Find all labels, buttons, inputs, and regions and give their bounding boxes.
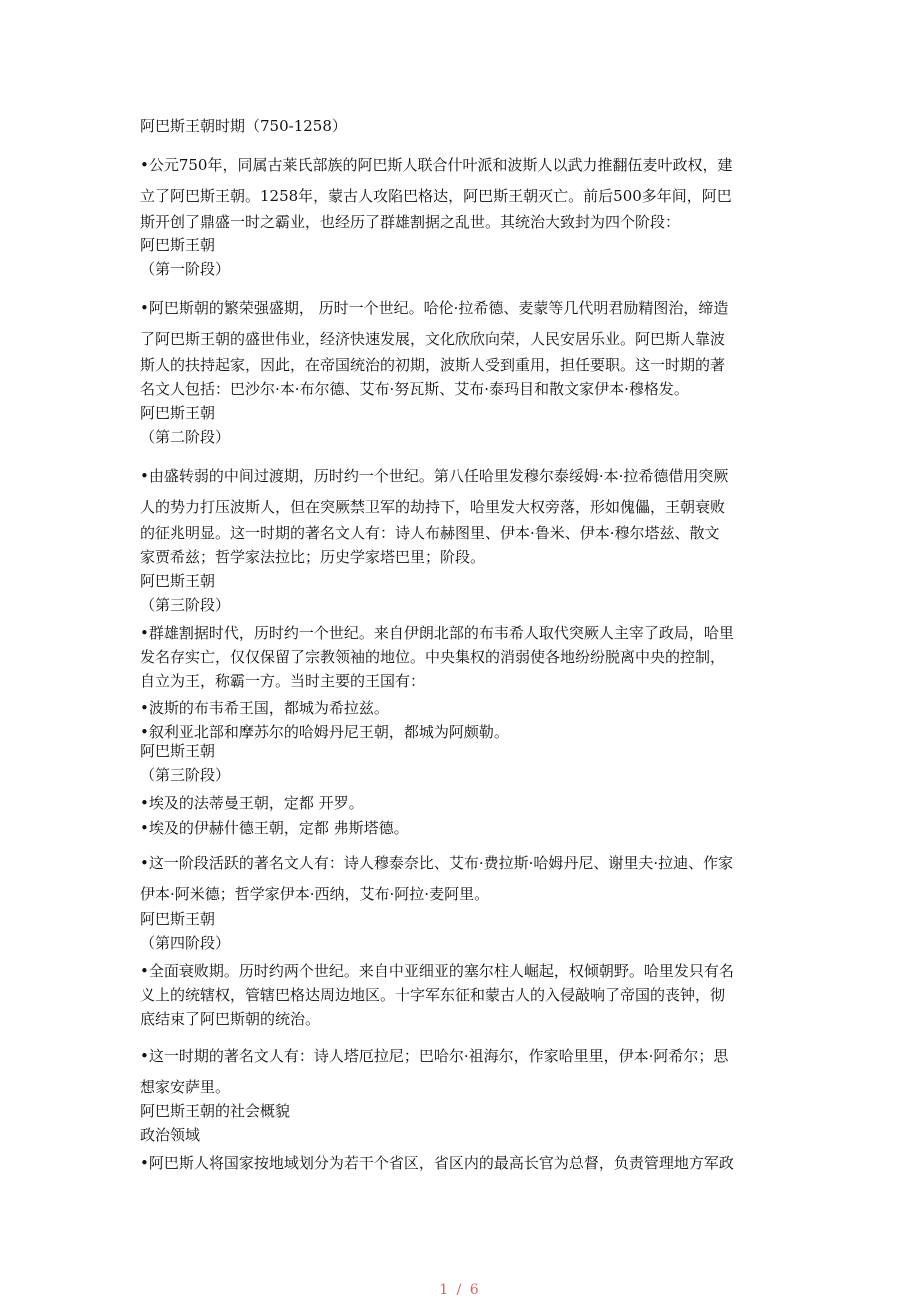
stage4-writers-line-1: •这一时期的著名文人有：诗人塔厄拉尼；巴哈尔·祖海尔，作家哈里里，伊本·阿希尔；思 bbox=[140, 1047, 729, 1065]
stage3-line-1: •群雄割据时代，历时约一个世纪。来自伊朗北部的布韦希人取代突厥人主宰了政局，哈里 bbox=[140, 624, 734, 642]
stage3b-label: （第三阶段） bbox=[140, 766, 231, 784]
kingdom-item: •波斯的布韦希王国，都城为希拉兹。 bbox=[140, 699, 389, 717]
stage4-label: （第四阶段） bbox=[140, 934, 231, 952]
stage3b-heading: 阿巴斯王朝 bbox=[140, 742, 216, 760]
society-heading: 阿巴斯王朝的社会概貌 bbox=[140, 1102, 291, 1120]
stage3-heading: 阿巴斯王朝 bbox=[140, 572, 216, 590]
stage2-line-3: 的征兆明显。这一时期的著名文人有：诗人布赫图里、伊本·鲁米、伊本·穆尔塔兹、散文 bbox=[140, 524, 720, 542]
stage2-label: （第二阶段） bbox=[140, 428, 231, 446]
stage1-label: （第一阶段） bbox=[140, 260, 231, 278]
stage4-line-1: •全面衰败期。历时约两个世纪。来自中亚细亚的塞尔柱人崛起，权倾朝野。哈里发只有名 bbox=[140, 962, 734, 980]
stage3-line-2: 发名存实亡，仅仅保留了宗教领袖的地位。中央集权的消弱使各地纷纷脱离中央的控制， bbox=[140, 648, 726, 666]
society-line-1: •阿巴斯人将国家按地域划分为若干个省区，省区内的最高长官为总督，负责管理地方军政 bbox=[140, 1154, 734, 1172]
stage4-writers-line-2: 想家安萨里。 bbox=[140, 1078, 231, 1096]
intro-line-1: •公元750年，同属古莱氏部族的阿巴斯人联合什叶派和波斯人以武力推翻伍麦叶政权，建 bbox=[140, 156, 733, 174]
stage4-heading: 阿巴斯王朝 bbox=[140, 910, 216, 928]
intro-line-3: 斯开创了鼎盛一时之霸业，也经历了群雄割据之乱世。其统治大致封为四个阶段： bbox=[140, 213, 681, 231]
stage1-line-1: •阿巴斯朝的繁荣强盛期， 历时一个世纪。哈伦·拉希德、麦蒙等几代明君励精图治，缔造 bbox=[140, 299, 729, 317]
stage2-line-4: 家贾希兹；哲学家法拉比；历史学家塔巴里；阶段。 bbox=[140, 548, 486, 566]
stage3b-line-1: •这一阶段活跃的著名文人有：诗人穆泰奈比、艾布·费拉斯·哈姆丹尼、谢里夫·拉迪、作家 bbox=[140, 854, 734, 872]
page-indicator: 1 / 6 bbox=[439, 1282, 481, 1298]
kingdom-item: •埃及的伊赫什德王朝，定都 弗斯塔德。 bbox=[140, 819, 409, 837]
society-subheading: 政治领域 bbox=[140, 1126, 201, 1144]
stage2-heading: 阿巴斯王朝 bbox=[140, 404, 216, 422]
stage4-line-2: 义上的统辖权，管辖巴格达周边地区。十字军东征和蒙古人的入侵敲响了帝国的丧钟，彻 bbox=[140, 986, 726, 1004]
stage3b-line-2: 伊本·阿米德；哲学家伊本·西纳，艾布·阿拉·麦阿里。 bbox=[140, 885, 490, 903]
stage1-line-4: 名文人包括：巴沙尔·本·布尔德、艾布·努瓦斯、艾布·泰玛目和散文家伊本·穆格发。 bbox=[140, 380, 689, 398]
stage1-line-2: 了阿巴斯王朝的盛世伟业，经济快速发展，文化欣欣向荣，人民安居乐业。阿巴斯人靠波 bbox=[140, 330, 726, 348]
stage2-line-1: •由盛转弱的中间过渡期，历时约一个世纪。第八任哈里发穆尔泰绥姆·本·拉希德借用突厥 bbox=[140, 467, 729, 485]
stage2-line-2: 人的势力打压波斯人，但在突厥禁卫军的劫持下，哈里发大权旁落，形如傀儡，王朝衰败 bbox=[140, 498, 726, 516]
stage1-line-3: 斯人的扶持起家，因此，在帝国统治的初期，波斯人受到重用，担任要职。这一时期的著 bbox=[140, 356, 726, 374]
kingdom-item: •叙利亚北部和摩苏尔的哈姆丹尼王朝，都城为阿颇勒。 bbox=[140, 723, 509, 741]
document-title: 阿巴斯王朝时期（750-1258） bbox=[140, 117, 347, 135]
kingdom-item: •埃及的法蒂曼王朝，定都 开罗。 bbox=[140, 794, 364, 812]
stage1-heading: 阿巴斯王朝 bbox=[140, 236, 216, 254]
stage3-line-3: 自立为王，称霸一方。当时主要的王国有： bbox=[140, 672, 426, 690]
stage3-label: （第三阶段） bbox=[140, 596, 231, 614]
intro-line-2: 立了阿巴斯王朝。1258年，蒙古人攻陷巴格达，阿巴斯王朝灭亡。前后500多年间，阿巴 bbox=[140, 187, 732, 205]
stage4-line-3: 底结束了阿巴斯朝的统治。 bbox=[140, 1010, 321, 1028]
